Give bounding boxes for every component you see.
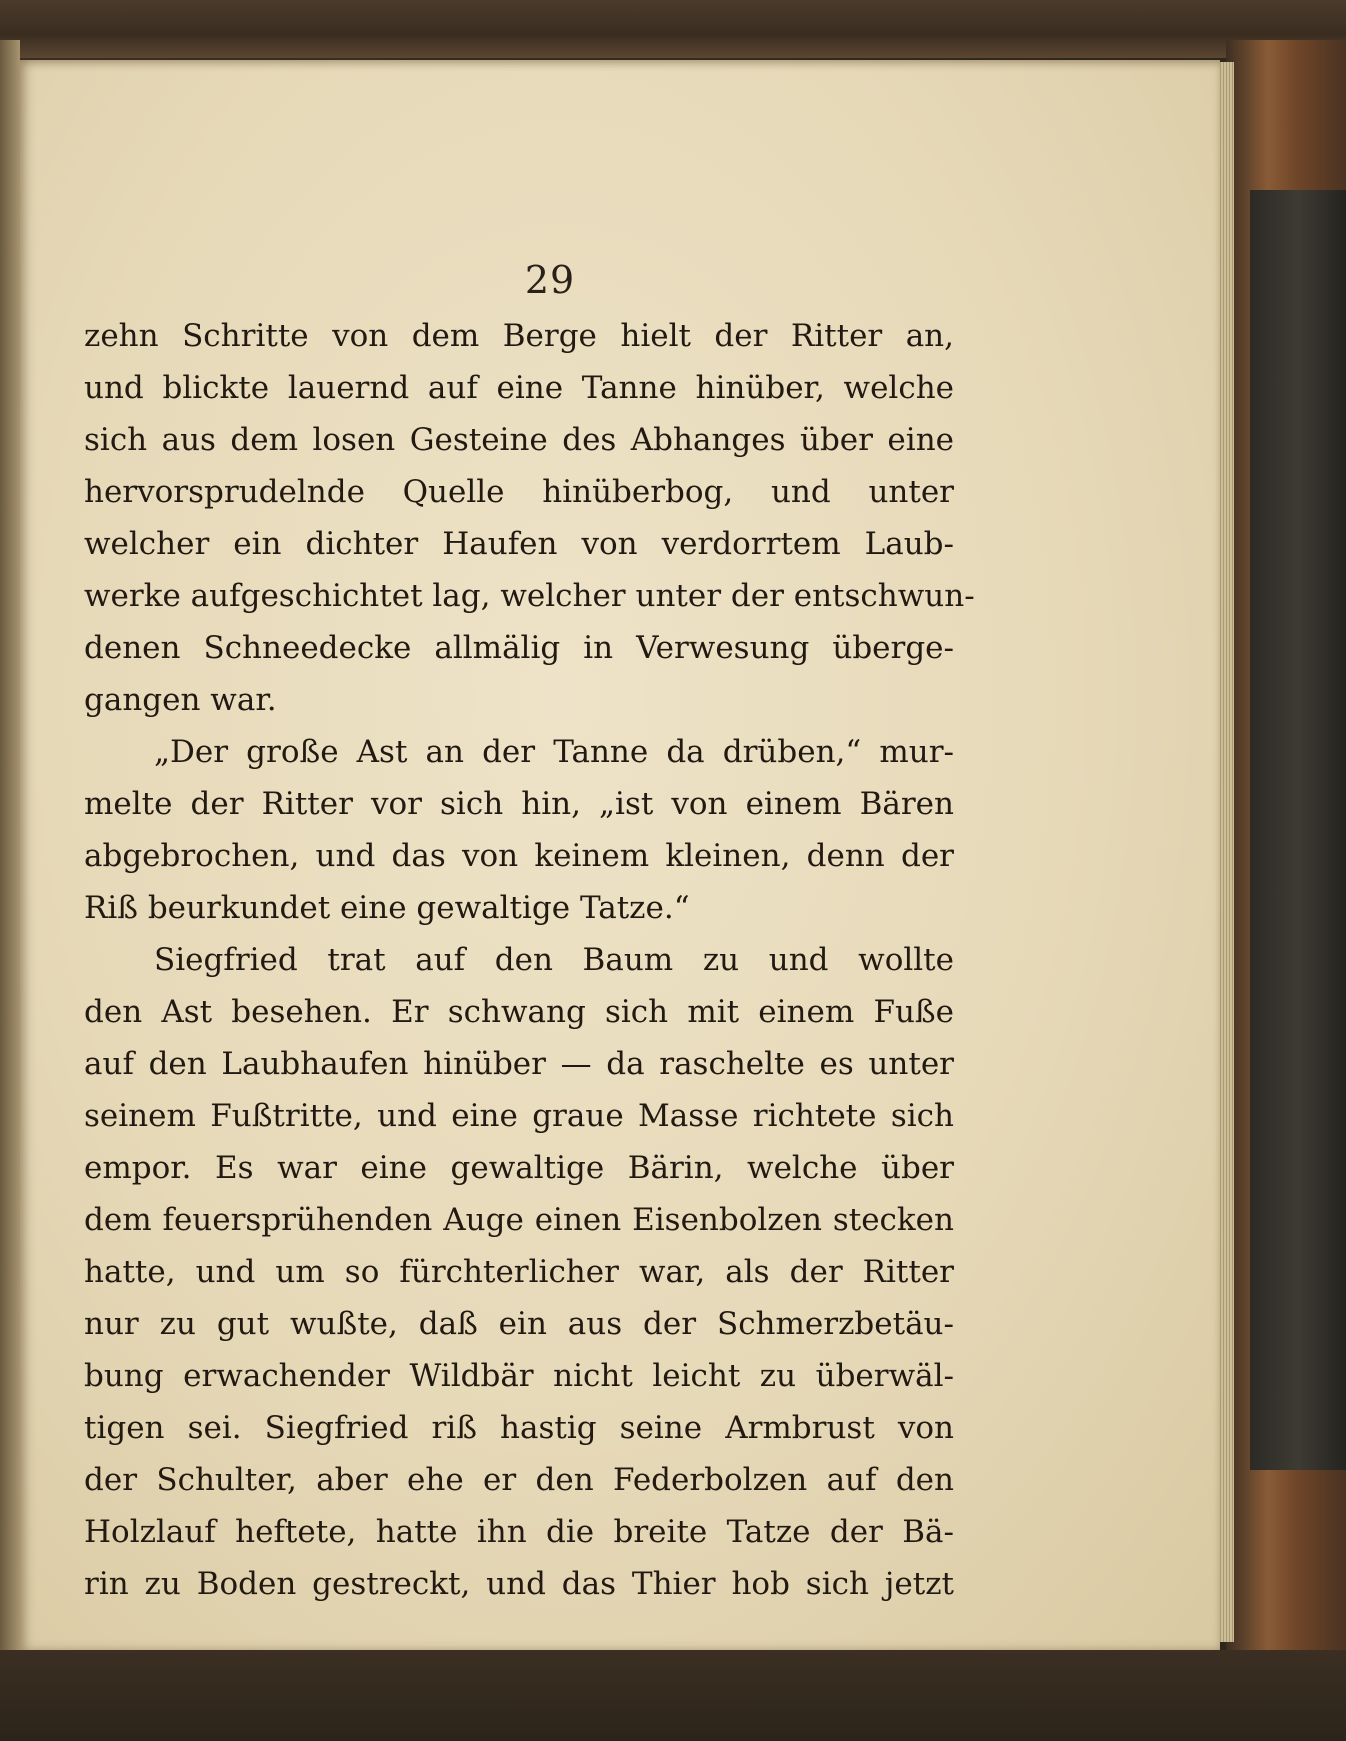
text-line: bung erwachender Wildbär nicht leicht zu überwäl- bbox=[84, 1358, 954, 1394]
top-binding-edge bbox=[0, 0, 1346, 58]
text-line: tigen sei. Siegfried riß hastig seine Armbrust von bbox=[84, 1410, 954, 1446]
text-line: hatte, und um so fürchterlicher war, als der Ritter bbox=[84, 1254, 954, 1290]
text-line: welcher ein dichter Haufen von verdorrtem Laub- bbox=[84, 526, 954, 562]
text-line: der Schulter, aber ehe er den Federbolzen auf den bbox=[84, 1462, 954, 1498]
page-text-block bbox=[84, 310, 975, 1610]
page-number: 29 bbox=[524, 258, 576, 302]
text-line: sich aus dem losen Gesteine des Abhanges über eine bbox=[84, 422, 954, 458]
text-line: hervorsprudelnde Quelle hinüberbog, und unter bbox=[84, 474, 954, 510]
text-line: melte der Ritter vor sich hin, „ist von einem Bären bbox=[84, 786, 954, 822]
text-line: Siegfried trat auf den Baum zu und wollte bbox=[154, 942, 954, 978]
text-line: auf den Laubhaufen hinüber — da raschelte es unter bbox=[84, 1046, 954, 1082]
text-line: empor. Es war eine gewaltige Bärin, welche über bbox=[84, 1150, 954, 1186]
text-line: Holzlauf heftete, hatte ihn die breite Tatze der Bä- bbox=[84, 1514, 954, 1550]
text-line: gangen war. bbox=[84, 682, 277, 718]
text-line: Riß beurkundet eine gewaltige Tatze.“ bbox=[84, 890, 690, 926]
cover-spine-band bbox=[1250, 190, 1346, 1470]
text-line: werke aufgeschichtet lag, welcher unter der entschwun- bbox=[84, 578, 975, 614]
bottom-cover-edge bbox=[0, 1650, 1346, 1741]
text-line: den Ast besehen. Er schwang sich mit einem Fuße bbox=[84, 994, 954, 1030]
text-line: dem feuersprühenden Auge einen Eisenbolzen stecken bbox=[84, 1202, 954, 1238]
text-line: „Der große Ast an der Tanne da drüben,“ mur- bbox=[154, 734, 954, 770]
text-line: rin zu Boden gestreckt, und das Thier hob sich jetzt bbox=[84, 1566, 954, 1602]
text-line: nur zu gut wußte, daß ein aus der Schmerzbetäu- bbox=[84, 1306, 954, 1342]
previous-page-edge bbox=[0, 40, 20, 1700]
text-line: abgebrochen, und das von keinem kleinen, denn der bbox=[84, 838, 954, 874]
text-line: zehn Schritte von dem Berge hielt der Ritter an, bbox=[84, 318, 954, 354]
text-line: denen Schneedecke allmälig in Verwesung überge- bbox=[84, 630, 954, 666]
text-line: seinem Fußtritte, und eine graue Masse richtete sich bbox=[84, 1098, 954, 1134]
text-line: und blickte lauernd auf eine Tanne hinüber, welche bbox=[84, 370, 954, 406]
book-page bbox=[20, 60, 1220, 1650]
